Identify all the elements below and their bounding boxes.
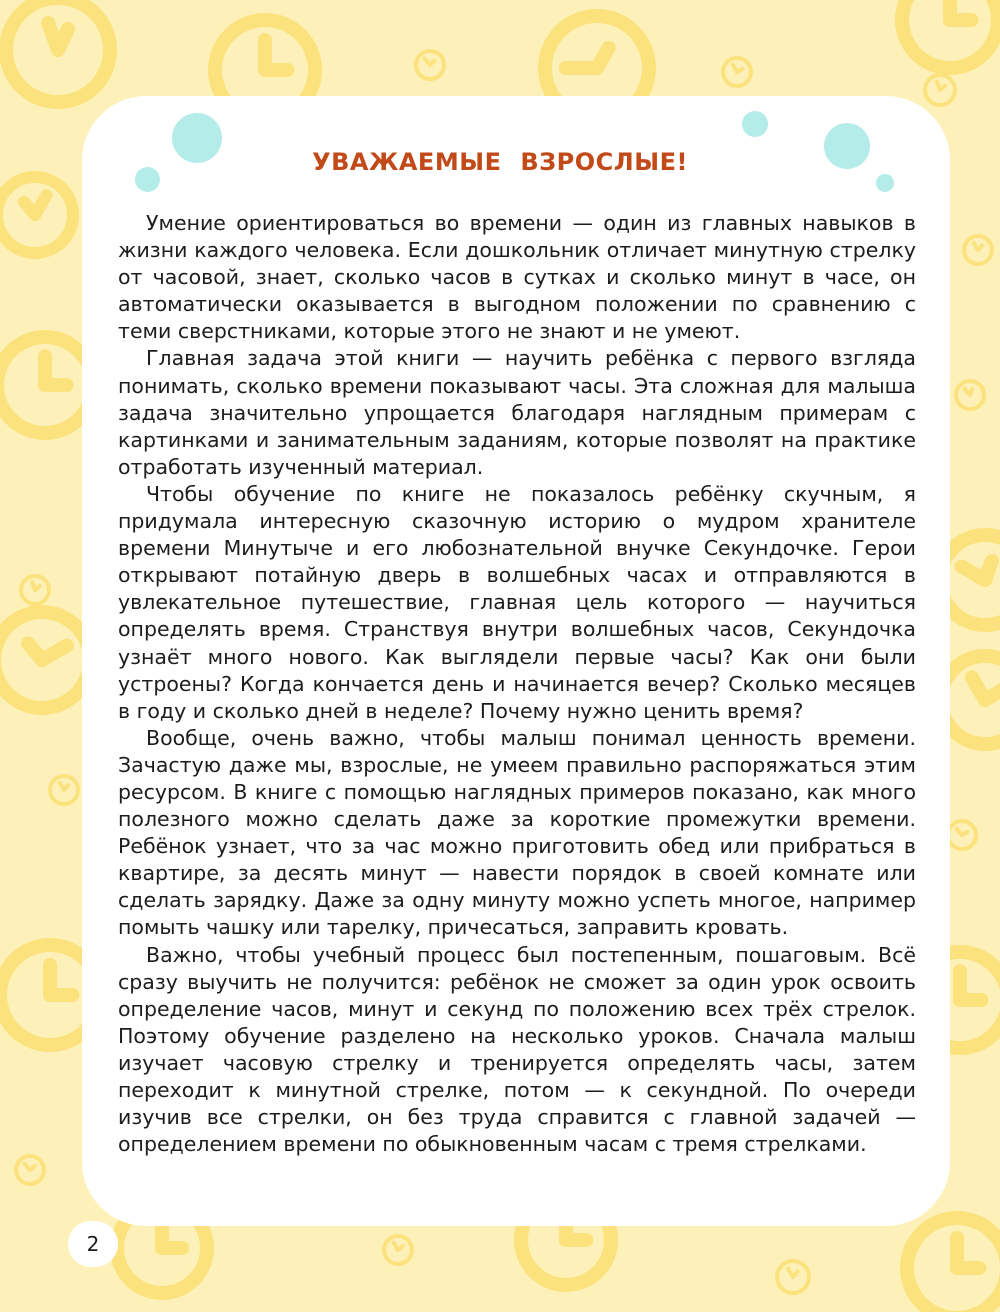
clock-icon [50, 776, 78, 804]
clock-icon [723, 58, 751, 86]
clock-icon [956, 381, 984, 409]
clock-icon [6, 0, 110, 102]
page-number: 2 [68, 1221, 118, 1267]
page-title: УВАЖАЕМЫЕ ВЗРОСЛЫЕ! [312, 148, 688, 176]
paragraph: Чтобы обучение по книге не показалось ребёнку скучным, я придумала интересную сказочную историю о мудром хранителе времени Минутыче и его любознательной внучке Секундочке. Герои открывают потайную дверь в волшебных часах и отправляются в увлекательное путешествие, главная цель которого — научиться определять время. Странствуя внутри волшебных часов, Секундочка узнаёт много нового. Как выглядели первые часы? Как они были устроены? Когда кончается день и начинается вечер? Сколько месяцев в году и сколько дней в неделе? Почему нужно ценить время? [118, 481, 916, 723]
clock-icon [416, 51, 444, 79]
clock-icon [902, 0, 998, 68]
clock-icon [21, 576, 49, 604]
decorative-bubble-icon [876, 174, 894, 192]
clock-icon [948, 821, 976, 849]
clock-icon [777, 1261, 809, 1293]
clock-icon [907, 1218, 1000, 1312]
intro-text [118, 210, 916, 1158]
clock-icon [925, 75, 955, 105]
clock-icon [0, 337, 93, 433]
paragraph: Умение ориентироваться во времени — один из главных навыков в жизни каждого человека. Если дошкольник отличает минутную стрелку от часовой, знает, сколько часов в сутках и сколько минут в часе, он автоматически оказывается в выгодном положении по сравнению с теми сверстниками, которые этого не знают и не умеют. [118, 211, 916, 344]
clock-icon [964, 236, 992, 264]
clock-icon [0, 612, 90, 708]
decorative-bubble-icon [742, 111, 768, 137]
clock-icon [0, 177, 73, 253]
paragraph: Вообще, очень важно, чтобы малыш понимал ценность времени. Зачастую даже мы, взрослые, не умеем правильно распоряжаться этим ресурсом. В книге с помощью наглядных примеров показано, как много полезного можно сделать даже за короткие промежутки времени. Ребёнок узнает, что за час можно приготовить обед или прибраться в квартире, за десять минут — навести порядок в своей комнате или сделать зарядку. Даже за одну минуту можно успеть многое, например помыть чашку или тарелку, причесаться, заправить кровать. [118, 725, 916, 940]
clock-icon [16, 1156, 44, 1184]
paragraph: Главная задача этой книги — научить ребёнка с первого взгляда понимать, сколько времени показывают часы. Эта сложная для малыша задача значительно упрощается благодаря наглядным примерам с картинками и занимательным заданиям, которые позволят на практике отработать изученный материал. [118, 346, 916, 479]
clock-icon [384, 1236, 412, 1264]
paragraph: Важно, чтобы учебный процесс был постепенным, пошаговым. Всё сразу выучить не получится: ребёнок не сможет за один урок освоить определение часов, минут и секунд по положению всех трёх стрелок. Поэтому обучение разделено на несколько уроков. Сначала малыш изучает часовую стрелку и тренируется определять часы, затем переходит к минутной стрелке, потом — к секундной. По очереди изучив все стрелки, он без труда справится с главной задачей — определением времени по обыкновенным часам с тремя стрелками. [118, 942, 916, 1157]
